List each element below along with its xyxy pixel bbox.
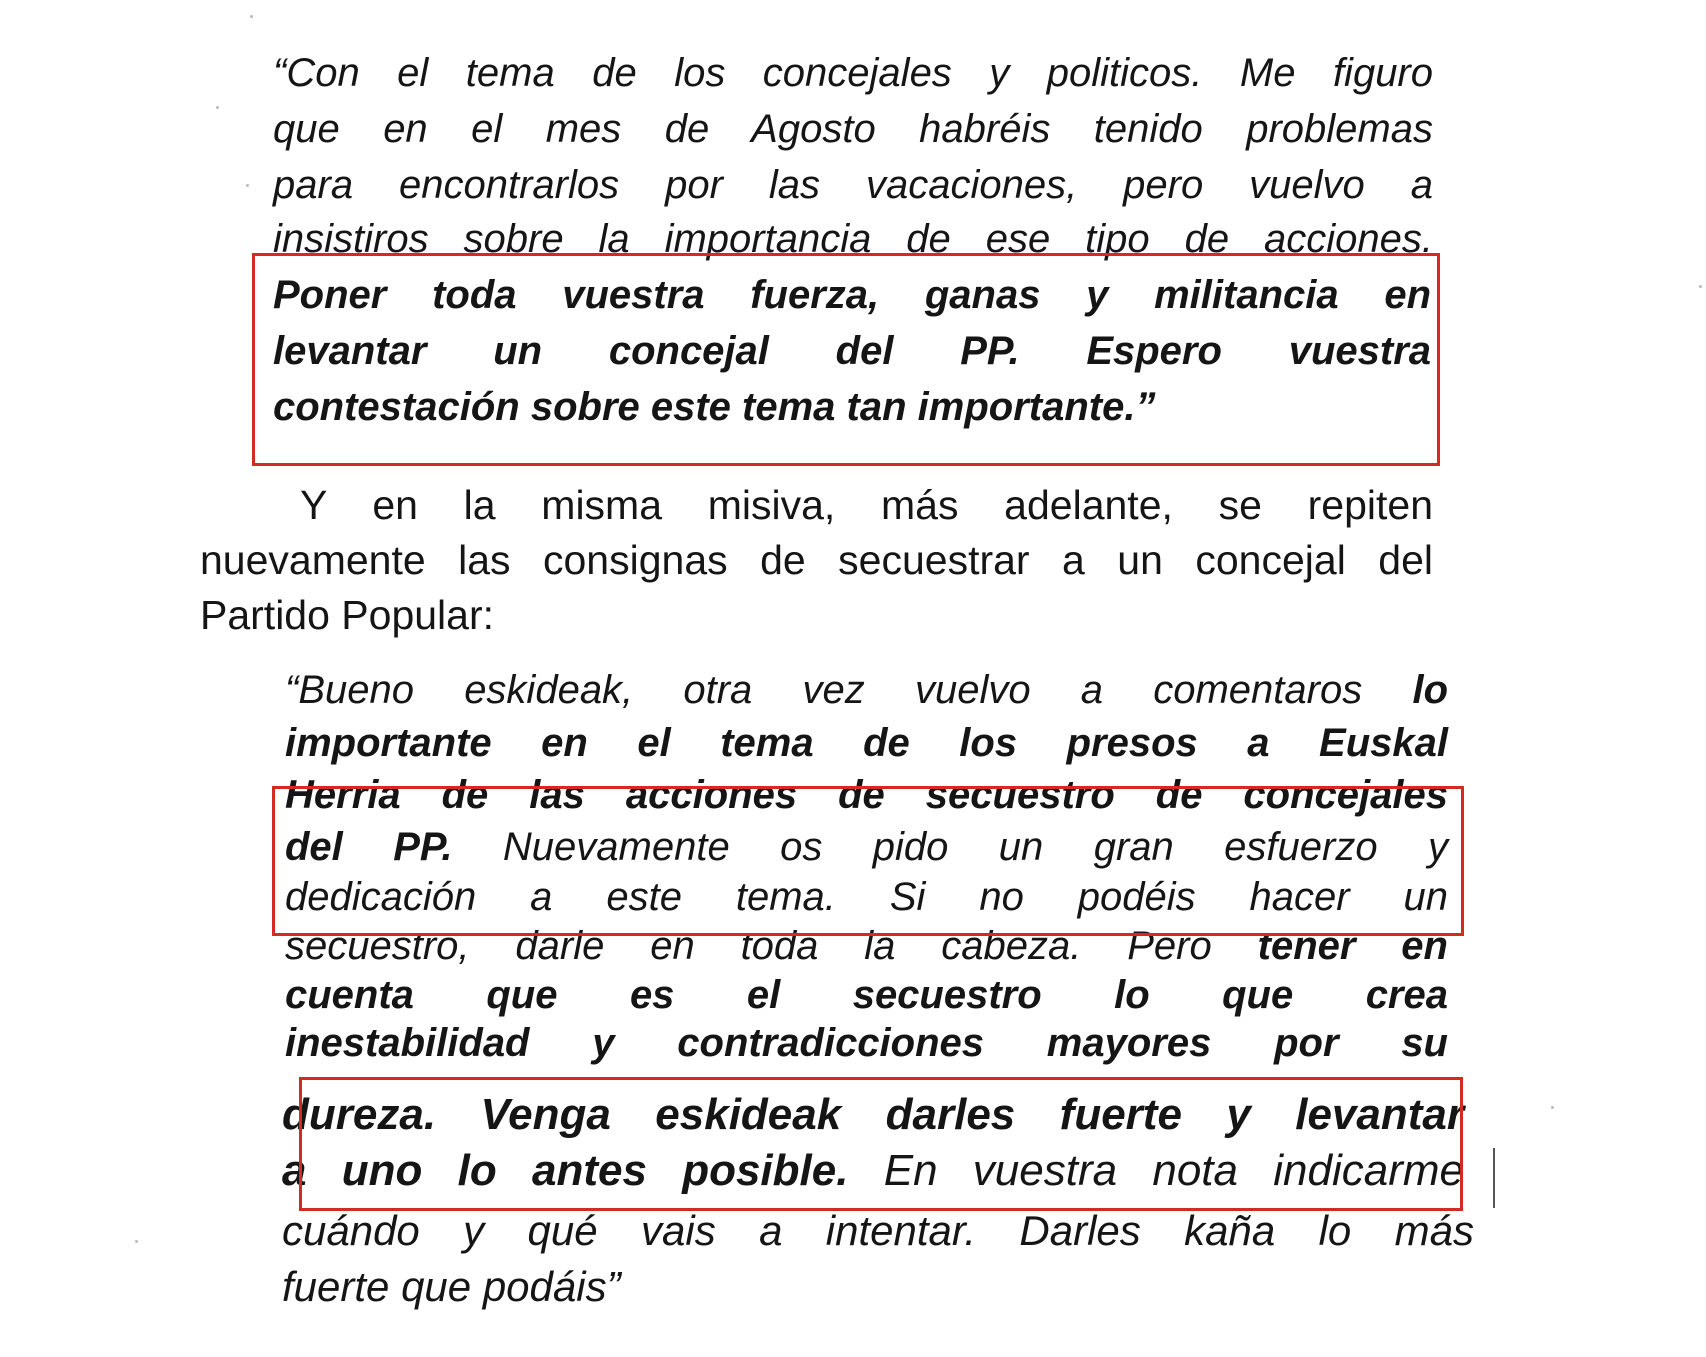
- highlight-box-2: [272, 786, 1464, 936]
- quote-1-line-3: para encontrarlos por las vacaciones, pero vuelvo a: [273, 163, 1433, 207]
- scan-speck: [216, 106, 219, 109]
- quote-2-line-10-bold: a uno lo antes posible.: [282, 1146, 849, 1195]
- quote-2-line-8: inestabilidad y contradicciones mayores por su: [285, 1021, 1448, 1065]
- quote-1-highlight-line-3: contestación sobre este tema tan importante.”: [273, 385, 1156, 429]
- body-line-1: Y en la misma misiva, más adelante, se repiten: [300, 482, 1433, 528]
- quote-1-line-2: que en el mes de Agosto habréis tenido problemas: [273, 107, 1433, 151]
- highlight-box-1: [252, 253, 1440, 466]
- body-line-3: Partido Popular:: [200, 592, 495, 638]
- quote-2-line-3: Herria de las acciones de secuestro de concejales: [285, 773, 1448, 817]
- quote-2-line-6-bold: tener en: [1257, 924, 1448, 968]
- quote-2-line-6-regular: secuestro, darle en toda la cabeza. Pero: [285, 924, 1212, 968]
- margin-mark: [1493, 1148, 1495, 1208]
- quote-2-line-4-bold: del PP.: [285, 825, 453, 869]
- quote-2-line-9: dureza. Venga eskideak darles fuerte y levantar: [282, 1090, 1464, 1139]
- scan-speck: [1551, 1106, 1554, 1109]
- quote-1-highlight-line-2: levantar un concejal del PP. Espero vuestra: [273, 329, 1431, 373]
- quote-2-line-1-bold: lo: [1412, 668, 1448, 712]
- highlight-box-3: [299, 1077, 1463, 1211]
- scan-speck: [1699, 285, 1702, 288]
- quote-1-line-4: insistiros sobre la importancia de ese tipo de acciones.: [273, 217, 1433, 261]
- scan-speck: [246, 184, 249, 187]
- quote-2-line-7: cuenta que es el secuestro lo que crea: [285, 973, 1448, 1017]
- quote-2-line-1-regular: “Bueno eskideak, otra vez vuelvo a comentaros: [285, 668, 1363, 712]
- quote-2-line-10-regular: En vuestra nota indicarme: [883, 1146, 1464, 1195]
- scan-speck: [135, 1240, 138, 1243]
- scan-speck: [250, 15, 253, 18]
- body-line-2: nuevamente las consignas de secuestrar a un concejal del: [200, 537, 1433, 583]
- quote-2-line-5: dedicación a este tema. Si no podéis hacer un: [285, 875, 1448, 919]
- quote-2-line-12: fuerte que podáis”: [282, 1263, 621, 1310]
- quote-1-line-1: “Con el tema de los concejales y politicos. Me figuro: [273, 51, 1433, 95]
- quote-1-highlight-line-1: Poner toda vuestra fuerza, ganas y militancia en: [273, 273, 1431, 317]
- quote-2-line-11: cuándo y qué vais a intentar. Darles kaña lo más: [282, 1207, 1474, 1254]
- quote-2-line-1: [285, 665, 1448, 715]
- quote-2-line-2: importante en el tema de los presos a Euskal: [285, 721, 1448, 765]
- quote-2-line-4-regular: Nuevamente os pido un gran esfuerzo y: [502, 825, 1448, 869]
